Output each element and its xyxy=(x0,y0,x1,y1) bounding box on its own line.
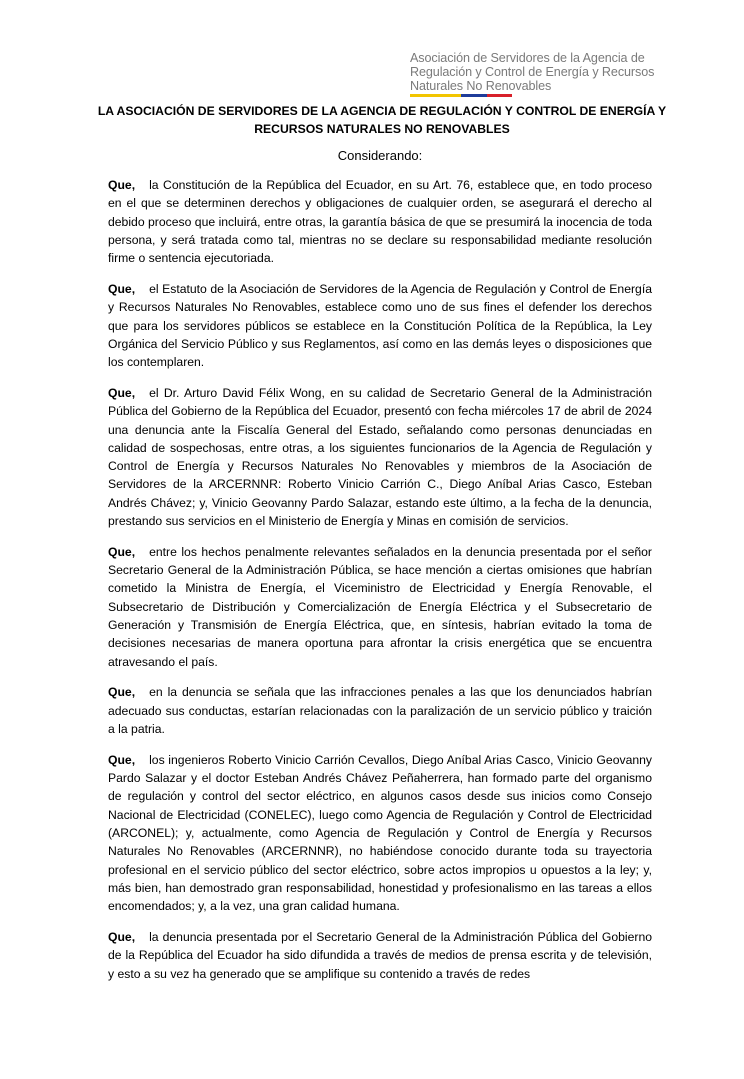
paragraph-text: la Constitución de la República del Ecuador, en su Art. 76, establece que, en todo proceso en el que se determinen derechos y obligaciones de cualquier orden, se asegurará el derecho al debido proceso que incluirá, entre otras, la garantía básica de que se presumirá la inocencia de toda persona, y será tratada como tal, mientras no se declare su responsabilidad mediante resolución firme o sentencia ejecutoriada. xyxy=(108,178,652,266)
paragraph-4 xyxy=(108,543,652,671)
paragraph-7 xyxy=(108,928,652,983)
flag-red-stripe xyxy=(487,94,513,97)
paragraph-lead: Que, xyxy=(108,929,136,944)
association-logo xyxy=(410,51,660,97)
paragraph-lead: Que, xyxy=(108,281,136,296)
paragraph-lead: Que, xyxy=(108,752,136,767)
paragraph-3 xyxy=(108,384,652,530)
paragraph-text: en la denuncia se señala que las infracciones penales a las que los denunciados habrían adecuado sus conductas, estarían relacionadas con la paralización de un servicio público y traición a la patria. xyxy=(108,685,652,737)
flag-yellow-stripe xyxy=(410,94,461,97)
logo-line-2: Regulación y Control de Energía y Recursos xyxy=(410,65,655,79)
paragraph-lead: Que, xyxy=(108,385,136,400)
paragraph-5 xyxy=(108,683,652,738)
document-body xyxy=(108,176,652,995)
logo-line-1: Asociación de Servidores de la Agencia de xyxy=(410,51,645,65)
paragraph-text: el Dr. Arturo David Félix Wong, en su calidad de Secretario General de la Administración Pública del Gobierno de la República del Ecuador, presentó con fecha miércoles 17 de abril de 2024 una denuncia ante la Fiscalía General del Estado, señalando como personas denunciadas en calidad de sospechosas, entre otras, a los siguientes funcionarios de la Agencia de Regulación y Control de Energía y Recursos Naturales No Renovables y miembros de la Asociación de Servidores de la ARCERNNR: Roberto Vinicio Carrión C., Diego Aníbal Arias Casco, Esteban Andrés Chávez; y, Vinicio Geovanny Pardo Salazar, estando este último, a la fecha de la denuncia, prestando sus servicios en el Ministerio de Energía y Minas en comisión de servicios. xyxy=(108,385,652,529)
paragraph-6 xyxy=(108,751,652,916)
paragraph-lead: Que, xyxy=(108,178,136,192)
paragraph-text: la denuncia presentada por el Secretario General de la Administración Pública del Gobierno de la República del Ecuador ha sido difundida a través de medios de prensa escrita y de televisión, y esto a su vez ha generado que se amplifique su contenido a través de redes xyxy=(108,929,652,981)
paragraph-lead: Que, xyxy=(108,544,136,559)
logo-line-3: Naturales No Renovables xyxy=(410,79,552,93)
considerando-heading: Considerando: xyxy=(337,148,423,163)
flag-color-bar xyxy=(410,94,512,97)
paragraph-text: entre los hechos penalmente relevantes señalados en la denuncia presentada por el señor Secretario General de la Administración Pública, se hace mención a ciertas omisiones que habrían cometido la Ministra de Energía, el Viceministro de Electricidad y Energía Renovable, el Subsecretario de Distribución y Comercialización de Energía Eléctrica y el Subsecretario de Generación y Transmisión de Energía Eléctrica, que, en síntesis, habrían evitado la toma de decisiones necesarias de manera oportuna para afrontar la crisis energética que se encuentra atravesando el país. xyxy=(108,544,652,669)
paragraph-text: los ingenieros Roberto Vinicio Carrión Cevallos, Diego Aníbal Arias Casco, Vinicio Geovanny Pardo Salazar y el doctor Esteban Andrés Chávez Peñaherrera, han formado parte del organismo de regulación y control del sector eléctrico, en algunos casos desde sus inicios como Consejo Nacional de Electricidad (CONELEC), luego como Agencia de Regulación y Control de Electricidad (ARCONEL); y, actualmente, como Agencia de Regulación y Control de Energía y Recursos Naturales No Renovables (ARCERNNR), no habiéndose conocido durante toda su trayectoria profesional en el servicio público del sector eléctrico, sobre actos impropios u opuestos a la ley; y, más bien, han demostrado gran responsabilidad, honestidad y profesionalismo en las tareas a ellos encomendados; y, a la vez, una gran calidad humana. xyxy=(108,752,652,914)
flag-blue-stripe xyxy=(461,94,487,97)
paragraph-2 xyxy=(108,280,652,371)
paragraph-1 xyxy=(108,176,652,267)
paragraph-text: el Estatuto de la Asociación de Servidores de la Agencia de Regulación y Control de Energía y Recursos Naturales No Renovables, establece como uno de sus fines el defender los derechos que para los servidores públicos se establece en la Constitución Política de la República, la Ley Orgánica del Servicio Público y sus Reglamentos, así como en las demás leyes o disposiciones que los contemplaren. xyxy=(108,281,652,370)
document-title: LA ASOCIACIÓN DE SERVIDORES DE LA AGENCIA DE REGULACIÓN Y CONTROL DE ENERGÍA Y RECURSOS NATURALES NO RENOVABLES xyxy=(97,104,667,136)
paragraph-lead: Que, xyxy=(108,685,136,700)
